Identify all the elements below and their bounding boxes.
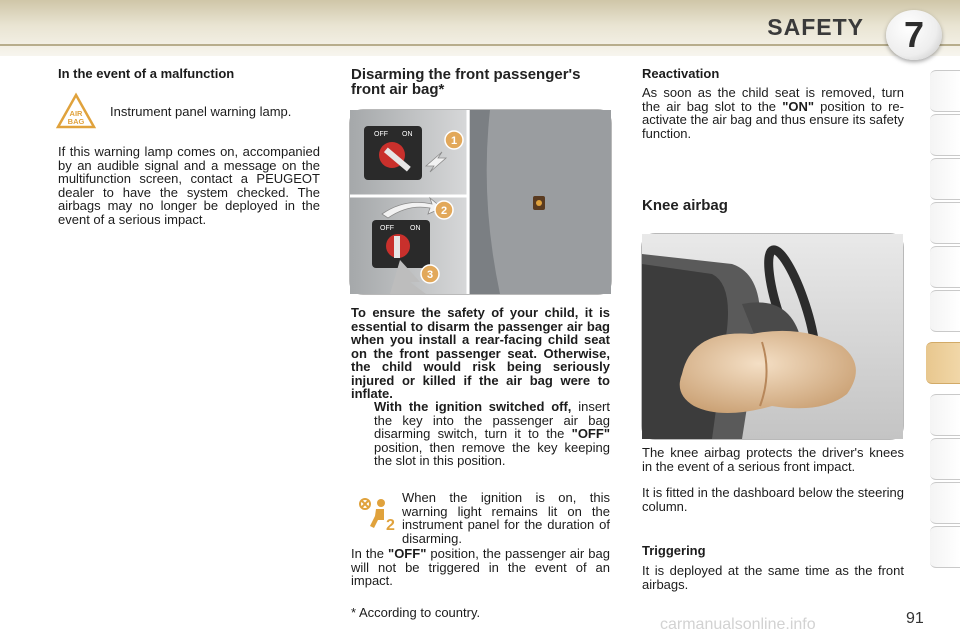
on-label: "ON" [782, 98, 815, 114]
side-tab[interactable] [930, 526, 960, 568]
side-tab[interactable] [930, 290, 960, 332]
svg-text:OFF: OFF [380, 225, 394, 232]
ignition-step-text-1: insert the key into the passenger air bag disarming switch, turn it to the [374, 399, 610, 441]
footnote: * According to country. [351, 605, 481, 620]
knee-airbag-para-1: The knee airbag protects the driver's knees in the event of a serious front impact. [642, 445, 904, 474]
off-note-rest: position, the passenger air bag will not be triggered in the event of an impact. [351, 546, 610, 588]
disarming-switch-photo [349, 109, 612, 295]
reactivation-heading: Reactivation [642, 66, 720, 81]
ignition-step-lead: With the ignition switched off, [374, 399, 572, 414]
lamp-caption: Instrument panel warning lamp. [110, 104, 292, 119]
side-tab[interactable] [930, 246, 960, 288]
side-tab[interactable] [930, 158, 960, 200]
off-note-label: "OFF" [388, 546, 427, 561]
off-position-note [351, 547, 610, 588]
svg-text:OFF: OFF [374, 131, 388, 138]
malfunction-heading: In the event of a malfunction [58, 66, 235, 81]
knee-airbag-para-2: It is fitted in the dashboard below the steering column. [642, 485, 904, 514]
chapter-number: 7 [903, 14, 925, 55]
svg-text:2: 2 [440, 205, 448, 217]
disarming-heading: Disarming the front passenger's front air bag* [351, 66, 581, 98]
off-note-intro: In the [351, 546, 384, 561]
side-tab[interactable] [930, 202, 960, 244]
reactivation-text-2: position to re-activate the air bag and thus ensure its safety function. [642, 98, 904, 141]
off-label: "OFF" [571, 426, 610, 441]
side-tab[interactable] [930, 114, 960, 156]
knee-airbag-photo [641, 233, 904, 440]
child-safety-warning: To ensure the safety of your child, it is essential to disarm the passenger air bag when you install a rear-facing child seat on the front passenger seat. Otherwise, the child would risk being seriously injured or killed if the air bag were to inflate. [351, 305, 610, 401]
triggering-heading: Triggering [642, 543, 706, 558]
side-tab-active[interactable] [926, 342, 960, 384]
knee-airbag-heading: Knee airbag [642, 197, 728, 214]
reactivation-body [642, 86, 904, 140]
svg-text:3: 3 [426, 269, 434, 281]
chapter-badge [886, 10, 942, 60]
reactivation-text-1: As soon as the child seat is removed, turn the air bag slot to the [642, 85, 904, 114]
triggering-text: It is deployed at the same time as the front airbags. [642, 563, 904, 592]
side-chapter-tabs [930, 70, 960, 575]
side-tab[interactable] [930, 438, 960, 480]
svg-text:1: 1 [450, 135, 458, 147]
page-number: 91 [906, 610, 924, 627]
svg-text:ON: ON [402, 131, 413, 138]
header-rule [0, 44, 960, 46]
airbag-warning-icon [56, 93, 96, 129]
malfunction-body: If this warning lamp comes on, accompanied by an audible signal and a message on the multifunction screen, contact a PEUGEOT dealer to have the system checked. The airbags may no longer be deployed in the event of a serious impact. [58, 144, 320, 227]
svg-text:BAG: BAG [67, 117, 85, 126]
ignition-step [374, 400, 610, 468]
disarm-lamp-text: When the ignition is on, this warning light remains lit on the instrument panel for the duration of disarming. [402, 490, 610, 546]
side-tab[interactable] [930, 70, 960, 112]
svg-text:2: 2 [386, 517, 395, 534]
chapter-title: SAFETY [767, 14, 864, 40]
side-tab[interactable] [930, 394, 960, 436]
side-tab[interactable] [930, 482, 960, 524]
svg-text:ON: ON [410, 225, 421, 232]
svg-text:AIR: AIR [69, 109, 83, 118]
ignition-step-text-2: position, then remove the key keeping the slot in this position. [374, 439, 610, 468]
watermark: carmanualsonline.info [660, 616, 816, 633]
passenger-airbag-off-icon [354, 496, 394, 532]
